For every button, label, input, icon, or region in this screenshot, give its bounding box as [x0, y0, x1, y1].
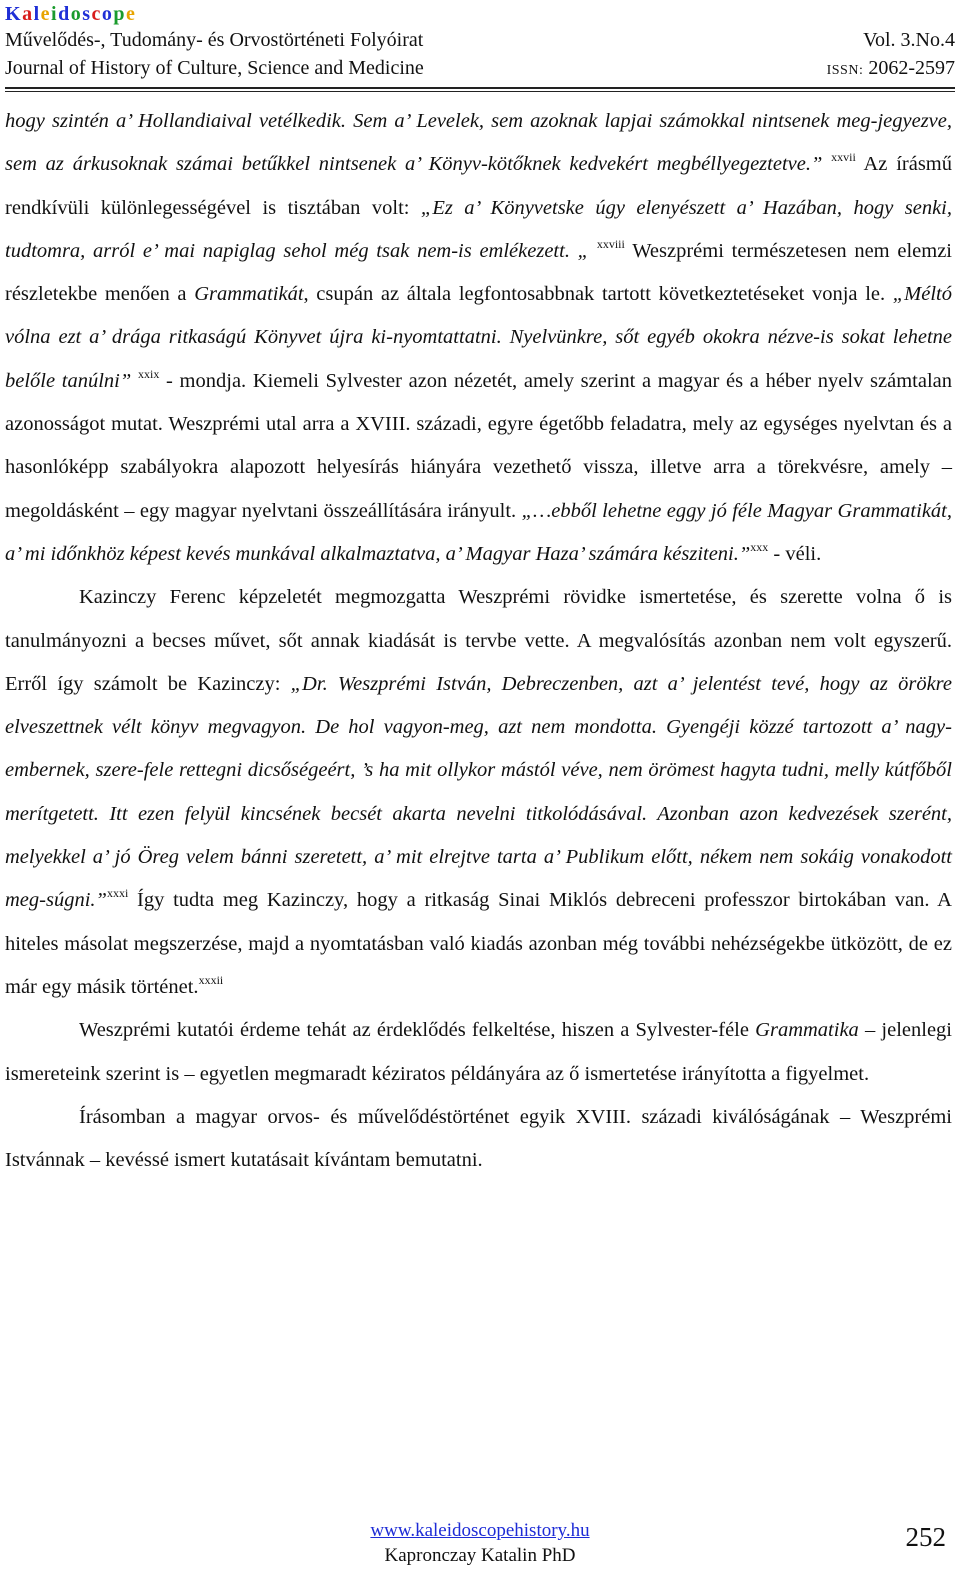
footer-author: Kapronczay Katalin PhD — [384, 1545, 576, 1566]
volume-label: Vol. 3.No.4 — [863, 29, 955, 51]
header-divider-thin — [5, 91, 955, 92]
header-divider — [5, 87, 955, 89]
logo-letter: p — [113, 3, 127, 25]
journal-logo — [5, 2, 955, 26]
logo-letter: s — [82, 3, 92, 25]
page-number: 252 — [905, 1522, 946, 1552]
paragraph-3: Weszprémi kutatói érdeme tehát az érdeklődés felkeltése, hiszen a Sylvester-féle Grammatika – jelenlegi ismereteink szerint is – egyetlen megmaradt kéziratos példányára az ő ismertetése irányította a figyelmet. — [5, 1019, 952, 1085]
journal-subtitle-en: Journal of History of Culture, Science and Medicine — [5, 57, 424, 79]
logo-letter: l — [33, 3, 41, 25]
journal-subtitle-hu: Művelődés-, Tudomány- és Orvostörténeti Folyóirat — [5, 29, 424, 51]
logo-letter: e — [126, 3, 137, 25]
paragraph-4: Írásomban a magyar orvos- és művelődéstörténet egyik XVIII. századi kiválóságának – Weszprémi Istvánnak – kevéssé ismert kutatásait kívántam bemutatni. — [5, 1105, 952, 1172]
article-body — [5, 100, 952, 1182]
page-header — [5, 2, 955, 85]
logo-letter: e — [40, 3, 52, 25]
logo-letter: o — [70, 3, 83, 25]
website-link[interactable]: www.kaleidoscopehistory.hu — [370, 1520, 590, 1541]
footer-website — [0, 1520, 960, 1542]
logo-letter: c — [91, 3, 102, 25]
logo-letter: d — [58, 3, 71, 25]
logo-letter: K — [5, 3, 23, 25]
paragraph-1: hogy szintén a’ Hollandiaival vetélkedik. Sem a’ Levelek, sem azoknak lapjai számokkal nintsenek meg-jegyezve, sem az árkusoknak számai betűkkel nintsenek a’ Könyv-kötőknek kedvekért megbéllyegeztetve.” $^{xxvii}$ Az írásmű rendkívüli különlegességével is tisztában volt: „Ez a’ Könyvetske úgy elenyészett a’ Hazában, hogy senki, tudtomra, arról e’ mai napiglag sehol még tsak nem-is emlékezett. „ $^{xxviii}$ Weszprémi természetesen nem elemzi részletekbe menően a Grammatikát, csupán az általa legfontosabbnak tartott következtetéseket vonja le. „Méltó vólna ezt a’ drága ritkaságú Könyvet újra ki-nyomtattatni. Nyelvünkre, sőt egyéb okokra nézve-is sokat lehetne belőle tanúlni” $^{xxix}$ - mondja. Kiemeli Sylvester azon nézetét, amely szerint a magyar és a héber nyelv számtalan azonosságot mutat. Weszprémi utal arra a XVIII. századi, egyre égetőbb feladatra, mely az egységes nyelvtan és a hasonlóképp szabályokra alapozott helyesírás hiányára vezethető vissza, illetve arra a törekvésre, amely – megoldásként – egy magyar nyelvtani összeállítására irányult. „…ebből lehetne eggy jó féle Magyar Grammatikát, a’ mi időnkhöz képest kevés munkával alkalmaztatva, a’ Magyar Haza’ számára késziteni.”$^{xxx}$ - véli. — [5, 110, 952, 565]
logo-letter: i — [51, 3, 59, 25]
logo-letter: a — [22, 3, 34, 25]
logo-letter: o — [101, 3, 114, 25]
issn: ISSN: 2062-2597 — [826, 57, 955, 79]
paragraph-2: Kazinczy Ferenc képzeletét megmozgatta Weszprémi rövidke ismertetése, és szerette volna ő is tanulmányozni a becses művet, sőt annak kiadását is tervbe vette. A megvalósítás azonban nem volt egyszerű. Erről így számolt be Kazinczy: „Dr. Weszprémi István, Debreczenben, azt a’ jelentést tevé, hogy az örökre elveszettnek vélt könyv megvagyon. De hol vagyon-meg, azt nem mondotta. Gyengéji közzé tartozott a’ nagy-embernek, szere-fele rettegni dicsőségeért, ’s ha mit ollykor mástól véve, nem örömest hagyta tudni, melly kútfőből merítgetett. Itt ezen felyül kincsének becsét akarta nevelni titkolódásával. Azonban azon kedvezések szerént, melyekkel a’ jó Öreg velem bánni szeretett, a’ mit elrejtve tarta a’ Publikum előtt, nékem nem sokáig vonakodott meg-súgni.”$^{xxxi}$ Így tudta meg Kazinczy, hogy a ritkaság Sinai Miklós debreceni professzor birtokában van. A hiteles másolat megszerzése, majd a nyomtatásban való kiadás azonban még további nehézségekbe ütközött, de ez már egy másik történet.$^{xxxii}$ — [5, 586, 952, 998]
